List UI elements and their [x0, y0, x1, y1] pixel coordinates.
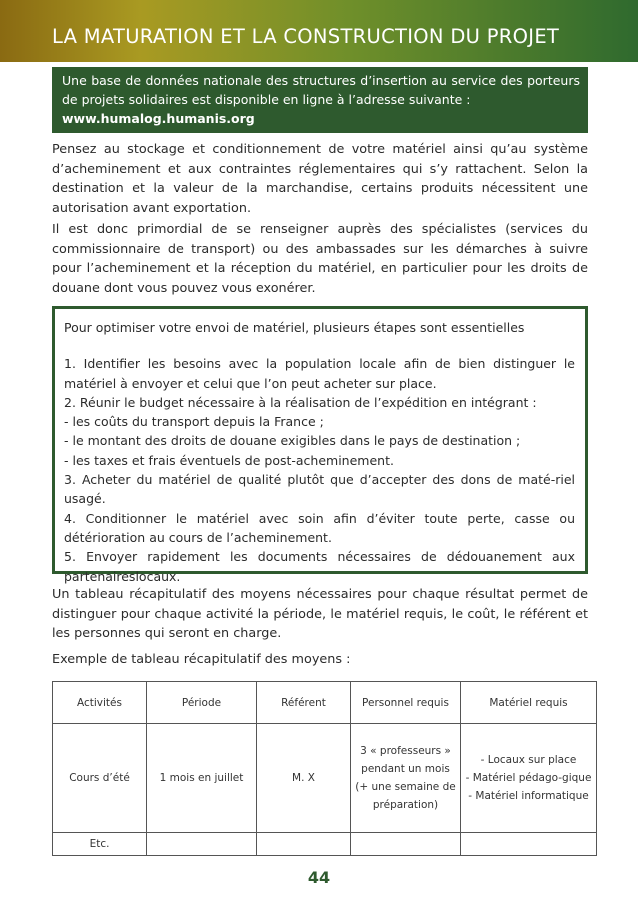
paragraph-example-caption: Exemple de tableau récapitulatif des moyens :: [52, 652, 351, 667]
table-cell: 1 mois en juillet: [147, 724, 257, 833]
paragraph-specialists: Il est donc primordial de se renseigner auprès des spécialistes (services du commissionnaire de transport) ou des ambassades sur les démarches à suivre pour l’acheminement et la réception du matériel, en particulier pour les droits de douane dont vous pouvez vous exonérer.: [52, 222, 588, 296]
steps-intro: Pour optimiser votre envoi de matériel, plusieurs étapes sont essentielles: [64, 320, 525, 335]
step-line: 2. Réunir le budget nécessaire à la réalisation de l’expédition en intégrant :: [64, 394, 537, 410]
info-box-url: www.humalog.humanis.org: [62, 111, 255, 126]
table-cell: [351, 833, 461, 856]
step-line: 4. Conditionner le matériel avec soin afin d’éviter toute perte, casse ou détérioration au cours de l’acheminement.: [64, 510, 575, 545]
material-item: - Matériel informatique: [468, 790, 589, 802]
material-item: - Locaux sur place: [480, 754, 577, 766]
table-header-row: [53, 682, 597, 724]
page-header-band: [0, 0, 638, 62]
info-box-text: Une base de données nationale des structures d’insertion au service des porteurs de projets solidaires est disponible en ligne à l’adresse suivante :: [62, 73, 580, 107]
paragraph-storage: Pensez au stockage et conditionnement de votre matériel ainsi qu’au système d’acheminement et aux contraintes réglementaires qui s’y rattachent. Selon la destination et la valeur de la marchandise, certains produits nécessitent une autorisation avant exportation.: [52, 142, 588, 216]
table-cell: M. X: [257, 724, 351, 833]
table-cell: [147, 833, 257, 856]
table-cell: Cours d’été: [53, 724, 147, 833]
info-box: [52, 67, 588, 133]
step-line: - le montant des droits de douane exigibles dans le pays de destination ;: [64, 433, 521, 449]
table-row: [53, 833, 597, 856]
table-row: [53, 724, 597, 833]
summary-table: [52, 681, 597, 856]
table-cell: 3 « professeurs » pendant un mois (+ une semaine de préparation): [351, 724, 461, 833]
header-cell: Référent: [257, 682, 351, 724]
material-item: - Matériel pédago-gique: [465, 772, 592, 784]
step-line: - les coûts du transport depuis la France ;: [64, 414, 324, 430]
table-cell-material: [461, 724, 597, 833]
step-line: 3. Acheter du matériel de qualité plutôt que d’accepter des dons de maté-riel usagé.: [64, 472, 575, 507]
page-number: 44: [307, 868, 331, 887]
table-cell: [461, 833, 597, 856]
header-cell: Période: [147, 682, 257, 724]
table-cell: [257, 833, 351, 856]
table-cell: Etc.: [53, 833, 147, 856]
header-cell: Activités: [53, 682, 147, 724]
step-line: 5. Envoyer rapidement les documents nécessaires de dédouanement aux partenaireslocaux.: [64, 549, 575, 584]
header-cell: Matériel requis: [461, 682, 597, 724]
page-title: LA MATURATION ET LA CONSTRUCTION DU PROJET: [52, 25, 560, 48]
step-line: 1. Identifier les besoins avec la population locale afin de bien distinguer le matériel à envoyer et celui que l’on peut acheter sur place.: [64, 356, 575, 391]
paragraph-summary: Un tableau récapitulatif des moyens nécessaires pour chaque résultat permet de distinguer pour chaque activité la période, le matériel requis, le coût, le référent et les personnes qui seront en charge.: [52, 587, 588, 642]
step-line: - les taxes et frais éventuels de post-acheminement.: [64, 452, 394, 468]
steps-box: [52, 306, 588, 584]
header-cell: Personnel requis: [351, 682, 461, 724]
